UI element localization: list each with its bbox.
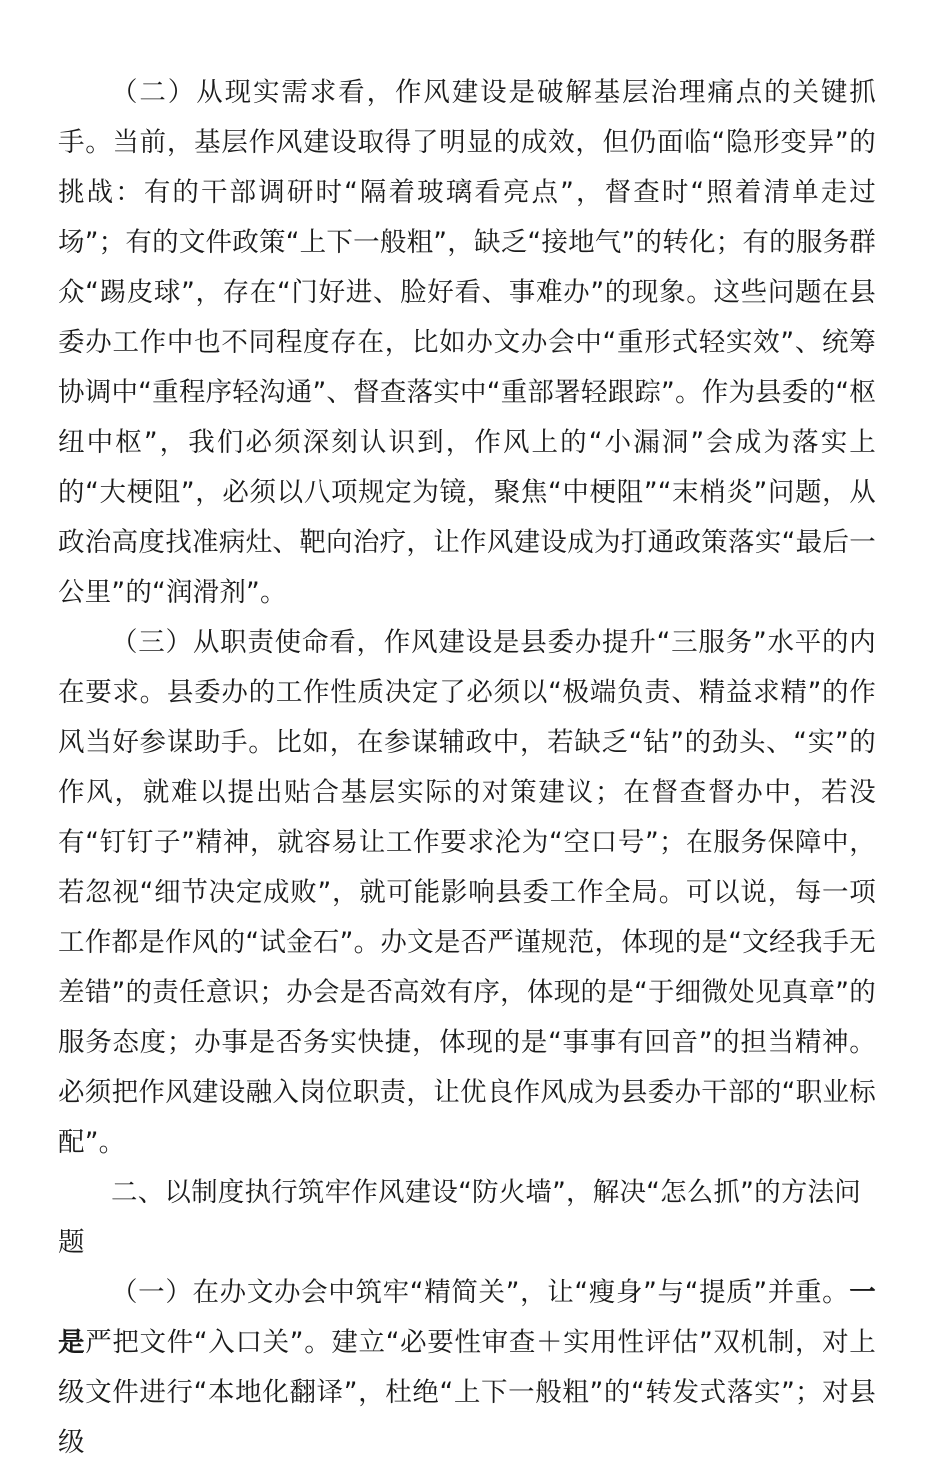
paragraph-document-meeting-streamlining bbox=[58, 1268, 876, 1468]
section-heading-institutional-execution: 二、以制度执行筑牢作风建设“防火墙”，解决“怎么抓”的方法问题 bbox=[58, 1177, 861, 1258]
document-body bbox=[58, 68, 876, 1468]
paragraph-intro: （一）在办文办会中筑牢“精简关”，让“瘦身”与“提质”并重。 bbox=[111, 1277, 850, 1308]
paragraph-body: 严把文件“入口关”。建立“必要性审查＋实用性评估”双机制，对上级文件进行“本地化翻译”，杜绝“上下一般粗”的“转发式落实”；对县级 bbox=[58, 1327, 877, 1458]
paragraph-duty-mission: （三）从职责使命看，作风建设是县委办提升“三服务”水平的内在要求。县委办的工作性质决定了必须以“极端负责、精益求精”的作风当好参谋助手。比如，在参谋辅政中，若缺乏“钻”的劲头、“实”的作风，就难以提出贴合基层实际的对策建议；在督查督办中，若没有“钉钉子”精神，就容易让工作要求沦为“空口号”；在服务保障中，若忽视“细节决定成败”，就可能影响县委工作全局。可以说，每一项工作都是作风的“试金石”。办文是否严谨规范，体现的是“文经我手无差错”的责任意识；办会是否高效有序，体现的是“于细微处见真章”的服务态度；办事是否务实快捷，体现的是“事事有回音”的担当精神。必须把作风建设融入岗位职责，让优良作风成为县委办干部的“职业标配”。 bbox=[58, 627, 876, 1158]
paragraph-realistic-needs: （二）从现实需求看，作风建设是破解基层治理痛点的关键抓手。当前，基层作风建设取得了明显的成效，但仍面临“隐形变异”的挑战：有的干部调研时“隔着玻璃看亮点”，督查时“照着清单走过场”；有的文件政策“上下一般粗”，缺乏“接地气”的转化；有的服务群众“踢皮球”，存在“门好进、脸好看、事难办”的现象。这些问题在县委办工作中也不同程度存在，比如办文办会中“重形式轻实效”、统筹协调中“重程序轻沟通”、督查落实中“重部署轻跟踪”。作为县委的“枢纽中枢”，我们必须深刻认识到，作风上的“小漏洞”会成为落实上的“大梗阻”，必须以八项规定为镜，聚焦“中梗阻”“末梢炎”问题，从政治高度找准病灶、靶向治疗，让作风建设成为打通政策落实“最后一公里”的“润滑剂”。 bbox=[58, 77, 876, 608]
bold-lead-first-point: 一是 bbox=[58, 1277, 876, 1358]
